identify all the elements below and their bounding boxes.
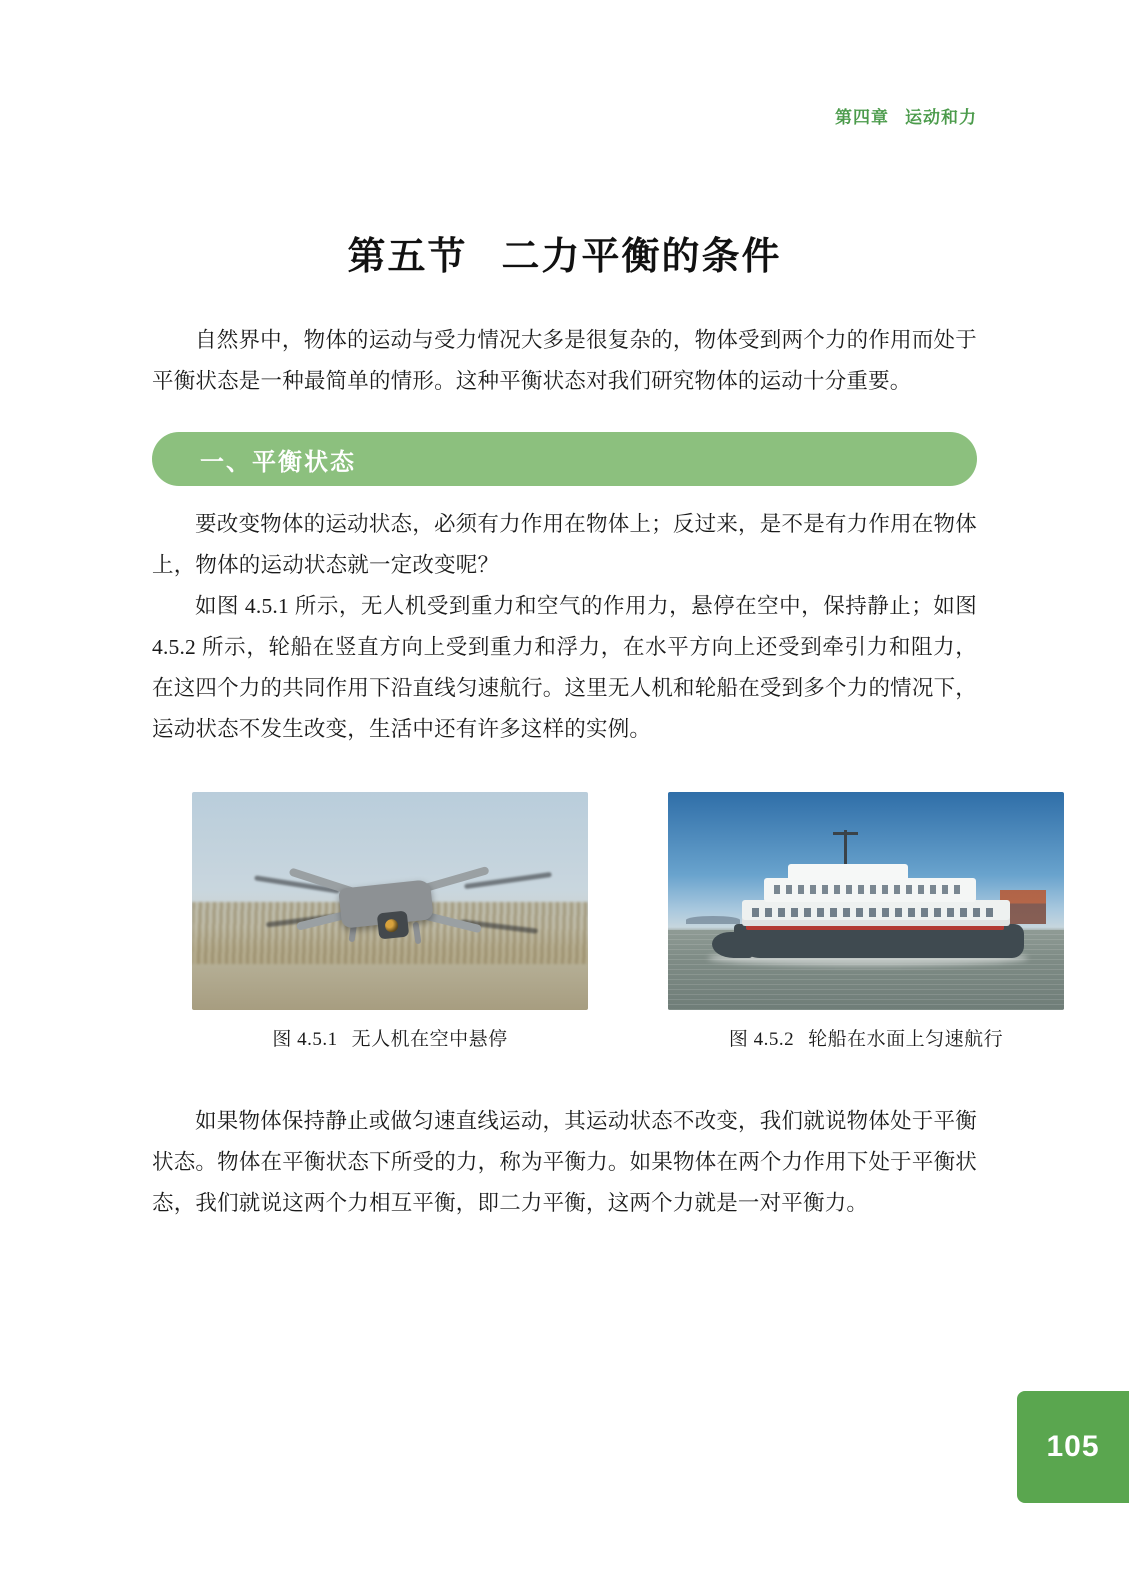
distant-island bbox=[686, 916, 740, 924]
running-head-chapter-number: 第四章 bbox=[835, 108, 889, 127]
ship-upper-deck bbox=[764, 878, 976, 902]
ship-bridge bbox=[788, 864, 908, 880]
section-number: 第五节 bbox=[347, 236, 468, 279]
figure-drone bbox=[192, 792, 588, 1051]
figure-ship bbox=[668, 792, 1064, 1051]
figure-drone-caption bbox=[192, 1024, 588, 1051]
figure-row bbox=[152, 776, 1004, 1067]
running-head bbox=[835, 103, 977, 128]
figure-ship-caption bbox=[668, 1024, 1064, 1051]
running-head-chapter-title: 运动和力 bbox=[905, 108, 977, 127]
drone-camera-gimbal bbox=[377, 911, 410, 940]
figure-ship-image bbox=[668, 792, 1064, 1010]
page-number-text: 105 bbox=[1046, 1430, 1100, 1463]
figure-ship-caption-text: 轮船在水面上匀速航行 bbox=[808, 1029, 1004, 1050]
subsection-paragraph-3: 如果物体保持静止或做匀速直线运动，其运动状态不改变，我们就说物体处于平衡状态。物体在平衡状态下所受的力，称为平衡力。如果物体在两个力作用下处于平衡状态，我们就说这两个力相互平衡，即二力平衡，这两个力就是一对平衡力。 bbox=[152, 1109, 977, 1215]
page-content bbox=[152, 320, 1004, 1226]
figure-ship-number: 图 4.5.2 bbox=[728, 1029, 795, 1050]
section-title-text: 二力平衡的条件 bbox=[501, 236, 782, 279]
page-number-badge bbox=[1017, 1391, 1129, 1503]
figure-drone-caption-text: 无人机在空中悬停 bbox=[351, 1029, 508, 1050]
subsection-paragraph-2: 如图 4.5.1 所示，无人机受到重力和空气的作用力，悬停在空中，保持静止；如图 4.5.2 所示，轮船在竖直方向上受到重力和浮力，在水平方向上还受到牵引力和阻力，在这四个力的共同作用下沿直线匀速航行。这里无人机和轮船在受到多个力的情况下，运动状态不发生改变，生活中还有许多这样的实例。 bbox=[152, 594, 977, 741]
ship-mast bbox=[844, 830, 847, 864]
page-title bbox=[0, 225, 1129, 280]
subsection-heading-bar bbox=[152, 432, 977, 486]
subsection-heading-text: 一、平衡状态 bbox=[200, 448, 356, 476]
subsection-paragraph-1: 要改变物体的运动状态，必须有力作用在物体上；反过来，是不是有力作用在物体上，物体的运动状态就一定改变呢？ bbox=[152, 512, 977, 577]
figure-drone-number: 图 4.5.1 bbox=[272, 1029, 338, 1050]
intro-paragraph: 自然界中，物体的运动与受力情况大多是很复杂的，物体受到两个力的作用而处于平衡状态是一种最简单的情形。这种平衡状态对我们研究物体的运动十分重要。 bbox=[152, 328, 977, 393]
ship-lower-deck bbox=[742, 900, 1010, 926]
figure-drone-image bbox=[192, 792, 588, 1010]
